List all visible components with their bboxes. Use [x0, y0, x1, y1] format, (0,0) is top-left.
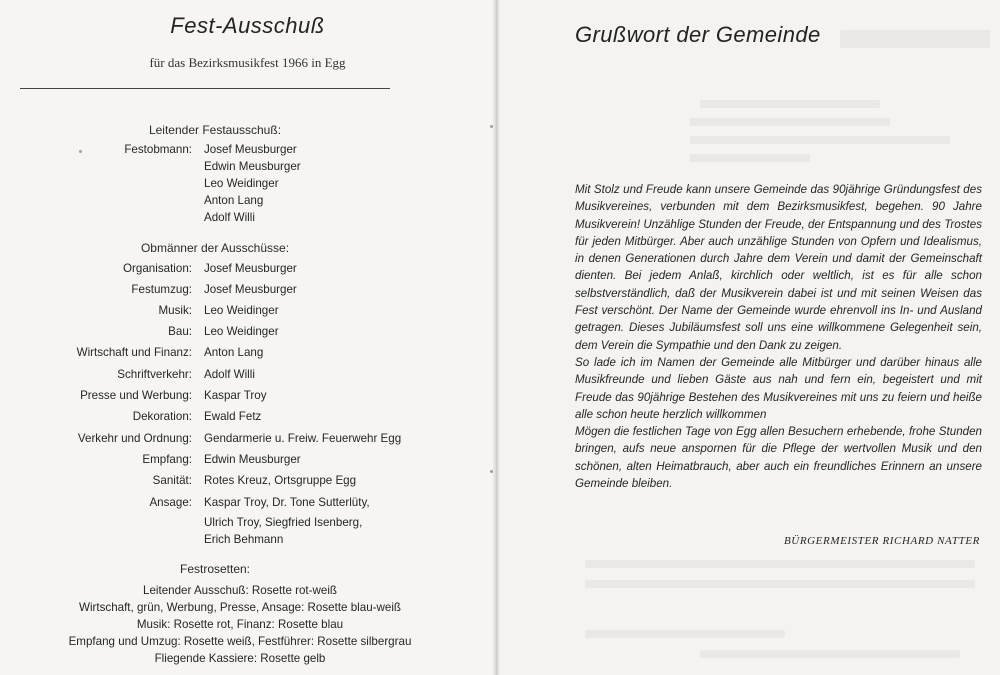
row-label: Verkehr und Ordnung: [77, 432, 192, 445]
committee-row [0, 346, 495, 366]
show-through-block [690, 136, 950, 144]
rosette-line: Musik: Rosette rot, Finanz: Rosette blau [136, 618, 344, 631]
committee-row [0, 262, 495, 282]
committee-row [0, 304, 495, 324]
row-label: Presse und Werbung: [80, 389, 192, 402]
row-value: Leo Weidinger [204, 304, 279, 317]
row-value: Josef Meusburger [204, 143, 297, 156]
committee-row [0, 496, 495, 516]
show-through-block [700, 650, 960, 658]
signature: BÜRGERMEISTER RICHARD NATTER [783, 535, 980, 547]
row-value: Erich Behmann [204, 533, 284, 546]
show-through-block [840, 30, 990, 48]
row-value: Josef Meusburger [204, 262, 297, 275]
page-subtitle: für das Bezirksmusikfest 1966 in Egg [149, 55, 346, 70]
rosette-line: Empfang und Umzug: Rosette weiß, Festführer: Rosette silbergrau [68, 635, 412, 648]
paragraph: Mit Stolz und Freude kann unsere Gemeinde das 90jährige Gründungsfest des Musikvereines, verbunden mit dem Bezirksmusikfest, begehen. 90 Jahre Musikverein! Unzählige Stunden der Freude, der Entspannung und des Trostes für jeden Mitbürger. Aber auch unzählige Stunden von Opfern und Idealismus, in denen Generationen durch Jahre dem Verein und damit der Gemeinschaft dienten. Bei jedem Anlaß, kirchlich oder weltlich, ist es für alle schon selbstverständlich, daß der Musikverein dabei ist und mit seinen Weisen das Fest verschönt. Der Name der Gemeinde wurde ehrenvoll ins In- und Ausland getragen. Dieses Jubiläumsfest soll uns eine willkommene Gelegenheit sein, dem Verein die Sympathie und den Dank zu zeigen. [575, 183, 982, 352]
rosette-line: Fliegende Kassiere: Rosette gelb [154, 652, 326, 665]
row-value: Adolf Willi [204, 211, 255, 224]
section-heading-rosetten: Festrosetten: [179, 562, 251, 576]
row-label: Festobmann: [124, 143, 192, 156]
row-label: Sanität: [152, 474, 192, 487]
row-label: Empfang: [142, 453, 192, 466]
rosette-line: Leitender Ausschuß: Rosette rot-weiß [143, 584, 337, 597]
show-through-block [690, 118, 890, 126]
row-value: Gendarmerie u. Freiw. Feuerwehr Egg [204, 432, 402, 445]
section-heading-obmaenner: Obmänner der Ausschüsse: [140, 241, 290, 255]
paper-speck [490, 125, 493, 128]
committee-row [0, 432, 495, 452]
committee-row [0, 474, 495, 494]
row-value: Kaspar Troy [204, 389, 267, 402]
row-value: Ewald Fetz [204, 410, 262, 423]
row-value: Edwin Meusburger [204, 160, 301, 173]
row-value: Adolf Willi [204, 368, 255, 381]
row-value: Anton Lang [204, 346, 264, 359]
committee-row [0, 533, 495, 553]
row-value: Edwin Meusburger [204, 453, 301, 466]
row-value: Anton Lang [204, 194, 264, 207]
row-label: Wirtschaft und Finanz: [76, 346, 192, 359]
row-label: Festumzug: [131, 283, 192, 296]
row-value: Kaspar Troy, Dr. Tone Sutterlüty, [204, 496, 370, 509]
row-value: Leo Weidinger [204, 325, 279, 338]
row-label: Bau: [168, 325, 192, 338]
show-through-block [585, 580, 975, 588]
committee-row [0, 410, 495, 430]
row-value: Rotes Kreuz, Ortsgruppe Egg [204, 474, 357, 487]
greeting-title: Grußwort der Gemeinde [575, 22, 821, 47]
paragraph: Mögen die festlichen Tage von Egg allen Besuchern erhebende, frohe Stunden bringen, aufs neue anspornen für die Pflege der wertvollen Musik und den schönen, alten Heimatbrauch, aber auch ein freundliches Erinnern an unsere Gemeinde bleiben. [575, 425, 982, 491]
divider [20, 88, 390, 89]
committee-row [0, 325, 495, 345]
row-label: Schriftverkehr: [117, 368, 192, 381]
committee-row [0, 453, 495, 473]
row-label: Ansage: [149, 496, 192, 509]
show-through-block [585, 560, 975, 568]
row-label: Musik: [158, 304, 192, 317]
row-value: Ulrich Troy, Siegfried Isenberg, [204, 516, 363, 529]
row-label: Organisation: [123, 262, 192, 275]
row-value: Josef Meusburger [204, 283, 297, 296]
committee-row [0, 389, 495, 409]
festobmann-row [0, 211, 495, 231]
section-heading-leitender: Leitender Festausschuß: [148, 123, 282, 137]
show-through-block [585, 630, 785, 638]
committee-row [0, 368, 495, 388]
show-through-block [690, 154, 810, 162]
page-title: Fest-Ausschuß [170, 13, 325, 38]
committee-row [0, 283, 495, 303]
paragraph: So lade ich im Namen der Gemeinde alle Mitbürger und darüber hinaus alle Musikfreunde und lieben Gäste aus nah und fern ein, begeistert und mit Freude das 90jährige Bestehen des Musikvereines mit uns zu feiern und heiße alle schon heute herzlich willkommen [575, 355, 982, 421]
row-value: Leo Weidinger [204, 177, 279, 190]
show-through-block [700, 100, 880, 108]
greeting-body [575, 181, 982, 492]
row-label: Dekoration: [132, 410, 192, 423]
rosette-line: Wirtschaft, grün, Werbung, Presse, Ansage: Rosette blau-weiß [79, 601, 401, 614]
